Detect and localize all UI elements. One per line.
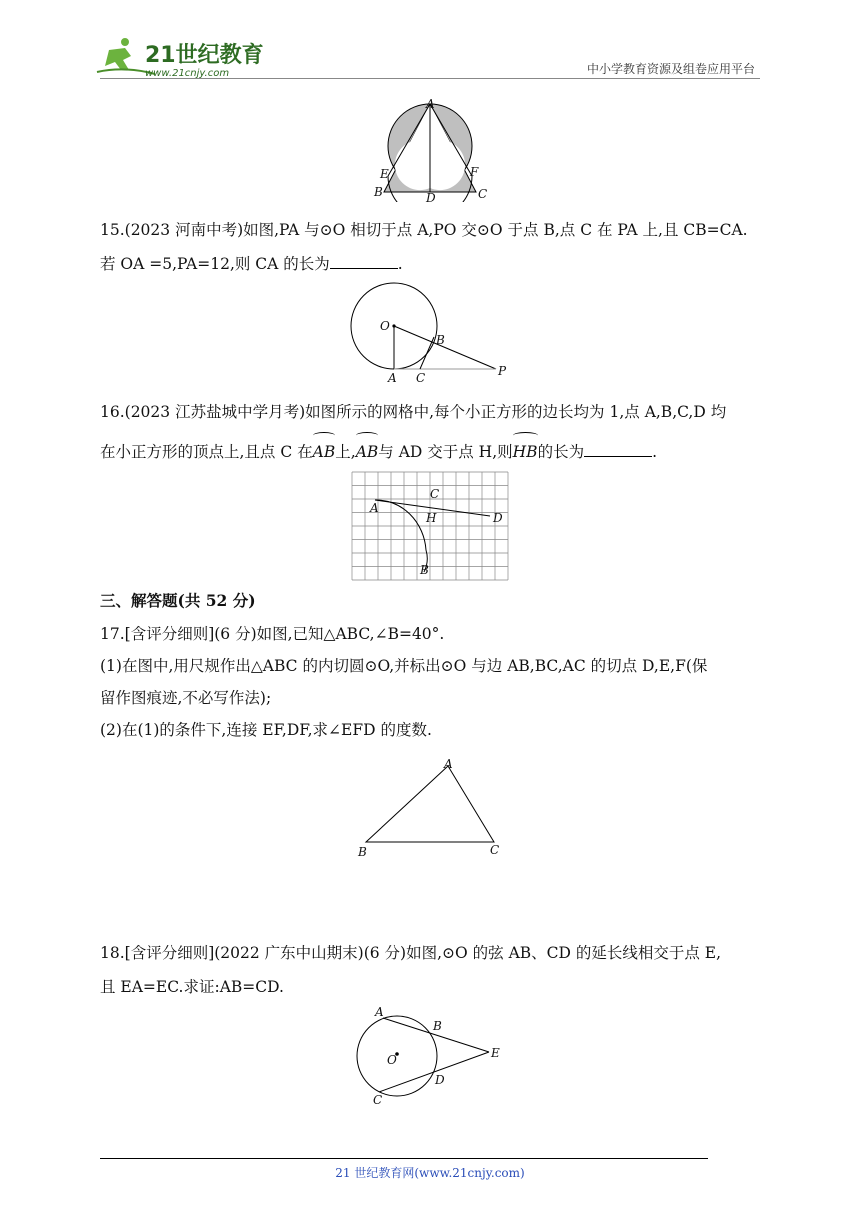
label-c: C [373, 1093, 383, 1107]
footer-divider [100, 1158, 708, 1159]
figure-q14 [370, 98, 490, 202]
q16-line1: 16.(2023 江苏盐城中学月考)如图所示的网格中,每个小正方形的边长均为 1,点 A,B,C,D 均 [100, 403, 727, 421]
q15-line1: 15.(2023 河南中考)如图,PA 与⊙O 相切于点 A,PO 交⊙O 于点 B,点 C 在 PA 上,且 CB=CA. [100, 221, 748, 239]
figure-q18 [355, 1004, 515, 1110]
label-b: B [374, 185, 383, 199]
label-d: D [493, 511, 503, 525]
label-c: C [416, 371, 426, 385]
label-c: C [430, 487, 440, 501]
label-b: B [436, 333, 445, 347]
q16-text-a: 在小正方形的顶点上,且点 C 在 [100, 443, 313, 461]
label-a: A [426, 98, 435, 111]
label-a: A [370, 501, 379, 515]
label-o: O [387, 1053, 397, 1067]
header-platform-text: 中小学教育资源及组卷应用平台 [586, 62, 755, 76]
q18-line2: 且 EA=EC.求证:AB=CD. [100, 978, 284, 996]
q16-text-c: 与 AD 交于点 H,则 [378, 443, 513, 461]
label-e: E [491, 1046, 500, 1060]
figure-q15 [348, 282, 518, 386]
label-o: O [380, 319, 390, 333]
question-17 [100, 618, 768, 746]
label-b: B [433, 1019, 442, 1033]
q17-line4: (2)在(1)的条件下,连接 EF,DF,求∠EFD 的度数. [100, 721, 432, 739]
q16-line2 [100, 435, 768, 469]
logo-text: 21世纪教育 [145, 43, 264, 68]
q15-line2 [100, 247, 768, 281]
q17-line1: 17.[含评分细则](6 分)如图,已知△ABC,∠B=40°. [100, 625, 445, 643]
question-15 [100, 213, 768, 281]
q16-text-b: 上, [335, 443, 356, 461]
arc-ab: AB [313, 435, 336, 469]
label-c: C [490, 843, 500, 857]
figure-q16 [350, 470, 510, 582]
arc-ab-2: AB [356, 435, 379, 469]
label-c: C [478, 187, 488, 201]
logo [95, 36, 265, 80]
label-a: A [375, 1005, 384, 1019]
label-d: D [426, 191, 436, 202]
q17-line2: (1)在图中,用尺规作出△ABC 的内切圆⊙O,并标出⊙O 与边 AB,BC,AC 的切点 D,E,F(保 [100, 657, 708, 675]
q17-line3: 留作图痕迹,不必写作法); [100, 689, 272, 707]
label-p: P [498, 364, 507, 378]
q15-text: 若 OA =5,PA=12,则 CA 的长为 [100, 255, 330, 273]
q15-period: . [397, 255, 403, 273]
label-a: A [388, 371, 397, 385]
label-f: F [470, 165, 479, 179]
q16-period: . [652, 443, 658, 461]
label-b: B [358, 845, 367, 859]
section-heading: 三、解答题(共 52 分) [100, 591, 256, 610]
footer-link[interactable]: 21 世纪教育网(www.21cnjy.com) [335, 1166, 525, 1180]
label-a: A [444, 757, 453, 771]
figure-q17 [354, 756, 510, 860]
q16-text-d: 的长为 [537, 443, 585, 461]
question-18 [100, 936, 768, 1004]
answer-blank[interactable] [330, 250, 398, 269]
header-divider [100, 78, 760, 79]
logo-url: www.21cnjy.com [145, 68, 230, 79]
question-16 [100, 395, 768, 469]
label-e: E [380, 167, 389, 181]
label-d: D [435, 1073, 445, 1087]
label-h: H [426, 511, 437, 525]
q18-line1: 18.[含评分细则](2022 广东中山期末)(6 分)如图,⊙O 的弦 AB、CD 的延长线相交于点 E, [100, 944, 722, 962]
answer-blank[interactable] [584, 438, 652, 457]
arc-hb: HB [513, 435, 538, 469]
label-b: B [420, 563, 429, 577]
